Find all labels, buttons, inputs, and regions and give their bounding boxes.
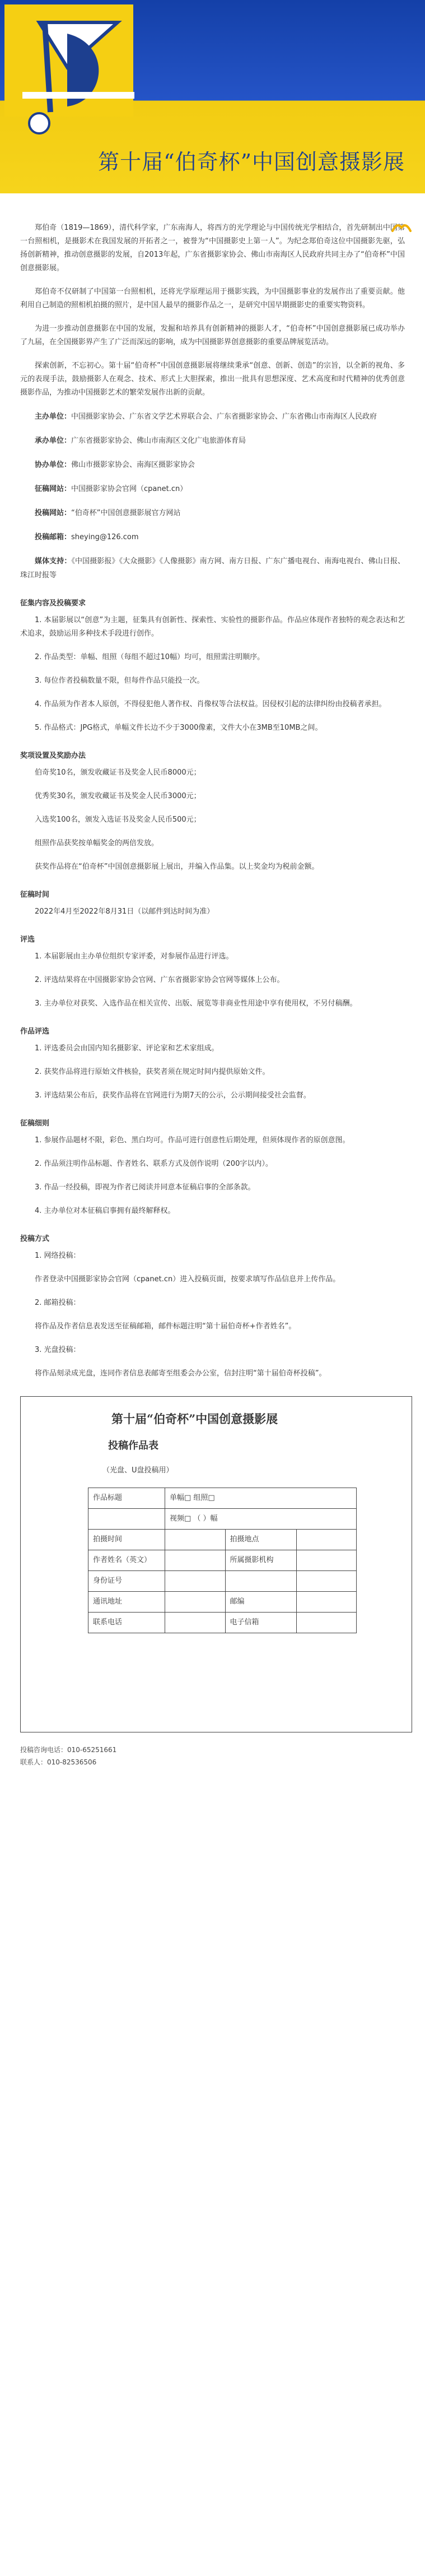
intro-paragraph: 为进一步推动创意摄影在中国的发展，发掘和培养具有创新精神的摄影人才，“伯奇杯”中国创意摄影展已成功举办了九届，在全国摄影界产生了广泛而深远的影响，成为中国摄影界创意摄影的重要品牌展览活动。 (20, 325, 405, 346)
section (20, 1117, 405, 1218)
section-paragraph: 2. 作品须注明作品标题、作者姓名、联系方式及创作说明（200字以内）。 (35, 1160, 273, 1168)
form-label: 作品标题 (88, 1488, 165, 1509)
section-title: 征稿细则 (20, 1119, 50, 1128)
section (20, 1025, 405, 1102)
form-label: 拍摄时间 (88, 1530, 165, 1550)
section (20, 597, 405, 735)
sections-container (20, 597, 405, 1380)
form-subtitle: 投稿作品表 (108, 1440, 158, 1452)
form-field[interactable] (165, 1550, 226, 1571)
section-paragraph: 优秀奖30名，颁发收藏证书及奖金人民币3000元； (35, 792, 201, 800)
section-paragraph: 2. 作品类型：单幅、组照（每组不超过10幅）均可，组照需注明顺序。 (35, 653, 265, 661)
organizer-value: 中国摄影家协会、广东省文学艺术界联合会、广东省摄影家协会、广东省佛山市南海区人民政府 (71, 413, 377, 421)
section (20, 933, 405, 1011)
contact-phone: 投稿咨询电话：010-65251661 (20, 1746, 117, 1754)
section-paragraph: 1. 网络投稿： (35, 1252, 81, 1260)
form-row (88, 1509, 357, 1530)
form-row (88, 1592, 357, 1613)
section-paragraph: 2. 评选结果将在中国摄影家协会官网、广东省摄影家协会官网等媒体上公布。 (35, 976, 284, 984)
organizer-label: 主办单位： (35, 413, 72, 421)
form-field[interactable] (296, 1592, 357, 1613)
section-paragraph: 伯奇奖10名，颁发收藏证书及奖金人民币8000元； (35, 768, 201, 777)
organizer-value: 中国摄影家协会官网（cpanet.cn） (71, 485, 188, 493)
form-label: 身份证号 (88, 1571, 165, 1592)
organizer-label: 征稿网站： (35, 485, 72, 493)
form-field[interactable] (165, 1530, 226, 1550)
section-paragraph: 5. 作品格式：JPG格式，单幅文件长边不少于3000像素，文件大小在3MB至10MB之间。 (35, 724, 323, 732)
organizer-value: “伯奇杯”中国创意摄影展官方网站 (71, 509, 181, 517)
form-field[interactable] (296, 1530, 357, 1550)
form-field[interactable] (165, 1571, 226, 1592)
section-paragraph: 2. 获奖作品将进行原始文件核验，获奖者须在规定时间内提供原始文件。 (35, 1068, 270, 1076)
section-paragraph: 4. 作品须为作者本人原创，不得侵犯他人著作权、肖像权等合法权益。因侵权引起的法律纠纷由投稿者承担。 (35, 700, 386, 708)
organizer-line (20, 410, 405, 424)
organizer-label: 承办单位： (35, 437, 72, 445)
section-paragraph: 3. 作品一经投稿，即视为作者已阅读并同意本征稿启事的全部条款。 (35, 1183, 255, 1192)
section-paragraph: 作者登录中国摄影家协会官网（cpanet.cn）进入投稿页面，按要求填写作品信息并上传作品。 (35, 1275, 340, 1284)
section-paragraph: 获奖作品将在“伯奇杯”中国创意摄影展上展出，并编入作品集。以上奖金均为税前金额。 (35, 863, 319, 871)
section-paragraph: 1. 评选委员会由国内知名摄影家、评论家和艺术家组成。 (35, 1044, 219, 1053)
section-paragraph: 1. 参展作品题材不限，彩色、黑白均可。作品可进行创意性后期处理，但须体现作者的原创意图。 (35, 1136, 350, 1145)
section-paragraph: 3. 评选结果公布后，获奖作品将在官网进行为期7天的公示，公示期间接受社会监督。 (35, 1091, 311, 1100)
section-title: 评选 (20, 935, 35, 944)
organizer-line (20, 554, 405, 582)
form-label: 电子信箱 (225, 1613, 296, 1633)
section-title: 作品评选 (20, 1027, 50, 1036)
intro-paragraph: 郑伯奇不仅研制了中国第一台照相机，还将光学原理运用于摄影实践，为中国摄影事业的发展作出了重要贡献。他利用自己制造的照相机拍摄的照片，是中国人最早的摄影作品之一，是研究中国早期摄影史的重要实物资料。 (20, 288, 405, 309)
form-field[interactable] (296, 1571, 357, 1592)
section-title: 投稿方式 (20, 1235, 50, 1243)
submission-form-table (88, 1488, 357, 1633)
form-field[interactable] (296, 1550, 357, 1571)
contact-person: 联系人：010-82536506 (20, 1758, 97, 1766)
form-field[interactable] (165, 1613, 226, 1633)
section-paragraph: 3. 光盘投稿： (35, 1346, 81, 1354)
section-paragraph: 4. 主办单位对本征稿启事拥有最终解释权。 (35, 1207, 175, 1215)
form-field[interactable] (296, 1613, 357, 1633)
contact-info (20, 1744, 405, 1768)
form-field[interactable]: 单幅□ 组照□ (165, 1488, 357, 1509)
banner-title: 第十届“伯奇杯”中国创意摄影展 (98, 150, 405, 174)
form-row (88, 1571, 357, 1592)
form-row (88, 1530, 357, 1550)
section-paragraph: 组照作品获奖按单幅奖金的两倍发放。 (35, 839, 159, 847)
logo-icon (0, 0, 146, 168)
section (20, 888, 405, 919)
organizer-line (20, 530, 405, 544)
section-paragraph: 入选奖100名，颁发入选证书及奖金人民币500元； (35, 816, 201, 824)
intro-paragraph: 郑伯奇（1819—1869），清代科学家，广东南海人，将西方的光学理论与中国传统光学相结合，首先研制出中国第一台照相机，是摄影术在我国发展的开拓者之一，被誉为“中国摄影史上第一人”。为纪念郑伯奇这位中国摄影先驱，弘扬创新精神，推动创意摄影的发展，自2013年起，广东省摄影家协会、佛山市南海区人民政府共同主办了“伯奇杯”中国创意摄影展。 (20, 224, 405, 272)
form-row (88, 1488, 357, 1509)
submission-form-card (20, 1396, 412, 1732)
organizer-value: sheying@126.com (71, 533, 139, 541)
section-paragraph: 将作品及作者信息表发送至征稿邮箱，邮件标题注明“第十届伯奇杯+作者姓名”。 (35, 1322, 296, 1331)
form-row (88, 1550, 357, 1571)
form-note: （光盘、U盘投稿用） (102, 1466, 174, 1475)
form-label: 联系电话 (88, 1613, 165, 1633)
organizer-value: 广东省摄影家协会、佛山市南海区文化广电旅游体育局 (71, 437, 246, 445)
section-paragraph: 2. 邮箱投稿： (35, 1299, 81, 1307)
intro-section (20, 221, 405, 400)
bird-icon (391, 221, 412, 233)
organizer-list (20, 410, 405, 582)
form-label: 作者姓名（英文） (88, 1550, 165, 1571)
section-paragraph: 1. 本届影展以“创意”为主题，征集具有创新性、探索性、实验性的摄影作品。作品应体现作者独特的观念表达和艺术追求，鼓励运用多种技术手段进行创作。 (20, 616, 405, 638)
form-row (88, 1613, 357, 1633)
section (20, 749, 405, 874)
section-title: 奖项设置及奖励办法 (20, 752, 86, 760)
header-banner (0, 0, 425, 193)
form-label (225, 1571, 296, 1592)
form-field[interactable]: 视频□ （ ）幅 (165, 1509, 357, 1530)
section-paragraph: 将作品刻录成光盘，连同作者信息表邮寄至组委会办公室，信封注明“第十届伯奇杯投稿”。 (35, 1369, 326, 1378)
form-label (88, 1509, 165, 1530)
form-label: 拍摄地点 (225, 1530, 296, 1550)
section-title: 征集内容及投稿要求 (20, 599, 86, 608)
organizer-label: 协办单位： (35, 461, 72, 469)
intro-paragraph: 探索创新，不忘初心。第十届“伯奇杯”中国创意摄影展将继续秉承“创意、创新、创造”的宗旨，以全新的视角、多元的表现手法，鼓励摄影人在观念、技术、形式上大胆探索，推出一批具有思想深度、艺术高度和时代精神的优秀创意摄影作品，为推动中国摄影艺术的繁荣发展作出新的贡献。 (20, 362, 405, 397)
section (20, 1233, 405, 1380)
section-paragraph: 3. 每位作者投稿数量不限，但每件作品只能投一次。 (35, 677, 204, 685)
section-title: 征稿时间 (20, 891, 50, 899)
form-label: 邮编 (225, 1592, 296, 1613)
form-field[interactable] (165, 1592, 226, 1613)
organizer-line (20, 434, 405, 448)
organizer-value: 佛山市摄影家协会、南海区摄影家协会 (71, 461, 195, 469)
section-paragraph: 2022年4月至2022年8月31日（以邮件到达时间为准） (35, 907, 214, 916)
organizer-label: 媒体支持： (35, 557, 72, 566)
form-label: 所属摄影机构 (225, 1550, 296, 1571)
organizer-line (20, 458, 405, 472)
form-label: 通讯地址 (88, 1592, 165, 1613)
organizer-label: 投稿邮箱： (35, 533, 72, 541)
section-paragraph: 1. 本届影展由主办单位组织专家评委，对参展作品进行评选。 (35, 952, 233, 961)
form-title: 第十届“伯奇杯”中国创意摄影展 (111, 1412, 278, 1426)
section-paragraph: 3. 主办单位对获奖、入选作品在相关宣传、出版、展览等非商业性用途中享有使用权，不另付稿酬。 (35, 999, 357, 1008)
organizer-value: 《中国摄影报》《大众摄影》《人像摄影》南方网、南方日报、广东广播电视台、南海电视台、佛山日报、珠江时报等 (20, 557, 405, 580)
organizer-label: 投稿网站： (35, 509, 72, 517)
organizer-line (20, 482, 405, 496)
organizer-line (20, 506, 405, 520)
